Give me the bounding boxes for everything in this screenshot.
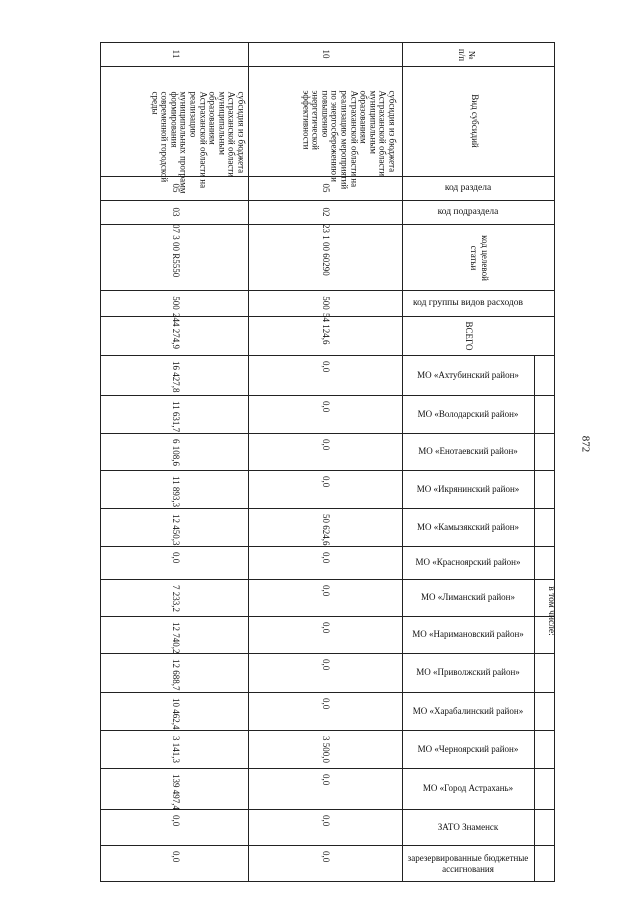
value-cell: 3 500,0 [321, 736, 331, 763]
district-header: МО «Володарский район» [417, 408, 519, 419]
total-header: ВСЕГО [464, 321, 474, 351]
value-cell: 0,0 [321, 698, 331, 710]
row-11-subsection: 03 [171, 207, 181, 217]
district-header: МО «Приволжский район» [416, 667, 520, 677]
district-header: ЗАТО Знаменск [437, 821, 499, 832]
col-divider-num [402, 42, 403, 882]
value-cell: 0,0 [321, 361, 331, 373]
row-11-group: 500 [171, 296, 181, 310]
district-header: МО «Ахтубинский район» [417, 369, 519, 380]
value-cell: 7 233,2 [171, 585, 181, 612]
district-header: МО «Харабалинский район» [412, 705, 524, 716]
value-cell: 12 688,7 [171, 659, 181, 691]
value-cell: 12 740,2 [171, 622, 181, 654]
target-header: код целевой статьи [469, 235, 490, 281]
district-header: МО «Наримановский район» [412, 629, 524, 639]
page-number: 872 [579, 435, 592, 453]
row-10-section: 05 [321, 183, 331, 193]
district-header: МО «Красноярский район» [415, 557, 521, 567]
value-cell: 0,0 [321, 774, 331, 786]
value-cell: 11 893,3 [171, 476, 181, 508]
district-header: МО «Город Астрахань» [422, 783, 514, 793]
value-cell: 0,0 [321, 401, 331, 413]
value-cell: 0,0 [321, 476, 331, 488]
value-cell: 0,0 [321, 815, 331, 827]
value-cell: 3 141,3 [171, 736, 181, 763]
col-divider-including [534, 355, 535, 882]
row-10-subsection: 02 [321, 207, 331, 217]
row-11-total: 244 274,9 [171, 313, 181, 349]
row-11-num: 11 [171, 49, 181, 59]
row-10-target: 23 1 00 60290 [321, 224, 331, 276]
value-cell: 139 497,4 [171, 774, 181, 810]
value-cell: 0,0 [321, 552, 331, 564]
value-cell: 0,0 [171, 815, 181, 827]
row-11-target: 07 3 00 R5550 [171, 224, 181, 278]
num-header: № п/п [457, 48, 477, 62]
value-cell: 16 427,8 [171, 361, 181, 393]
row-10-total: 54 124,6 [321, 313, 331, 345]
expense-group-header: код группы видов расходов [412, 298, 524, 308]
value-cell: 0,0 [321, 439, 331, 451]
row-10-group: 500 [321, 296, 331, 310]
district-header: зарезервированные бюджетные ассигнования [407, 852, 529, 874]
value-cell: 0,0 [171, 851, 181, 863]
row-10-type: субсидия из бюджета Астраханской области муниципальным образованиям Астраханской области на реализацию мероприятий по энергосбережению и повышению энергетической эффективности [301, 90, 398, 190]
value-cell: 0,0 [321, 585, 331, 597]
including-label: в том числе: [546, 586, 556, 636]
district-header: МО «Енотаевский район» [418, 446, 518, 456]
value-cell: 6 108,6 [171, 439, 181, 466]
value-cell: 11 631,7 [171, 401, 181, 433]
district-header: МО «Икрянинский район» [416, 483, 520, 494]
value-cell: 50 624,6 [321, 514, 331, 546]
section-header: код раздела [444, 183, 492, 193]
type-header: Вид субсидий [470, 94, 480, 148]
row-11-section: 05 [171, 183, 181, 193]
value-cell: 0,0 [321, 622, 331, 634]
value-cell: 10 462,4 [171, 698, 181, 730]
subsection-header: код подраздела [437, 207, 499, 217]
value-cell: 0,0 [321, 851, 331, 863]
row-10-num: 10 [321, 49, 331, 59]
district-header: МО «Черноярский район» [417, 743, 519, 754]
row-divider [100, 200, 555, 201]
row-11-type: субсидия из бюджета Астраханской области муниципальным образованиям Астраханской области на реализацию муниципальных программ формирования современной городской среды [150, 91, 247, 194]
district-header: МО «Камызякский район» [416, 521, 520, 532]
value-cell: 0,0 [321, 659, 331, 671]
value-cell: 12 450,3 [171, 514, 181, 546]
district-header: МО «Лиманский район» [421, 592, 515, 602]
value-cell: 0,0 [171, 552, 181, 564]
